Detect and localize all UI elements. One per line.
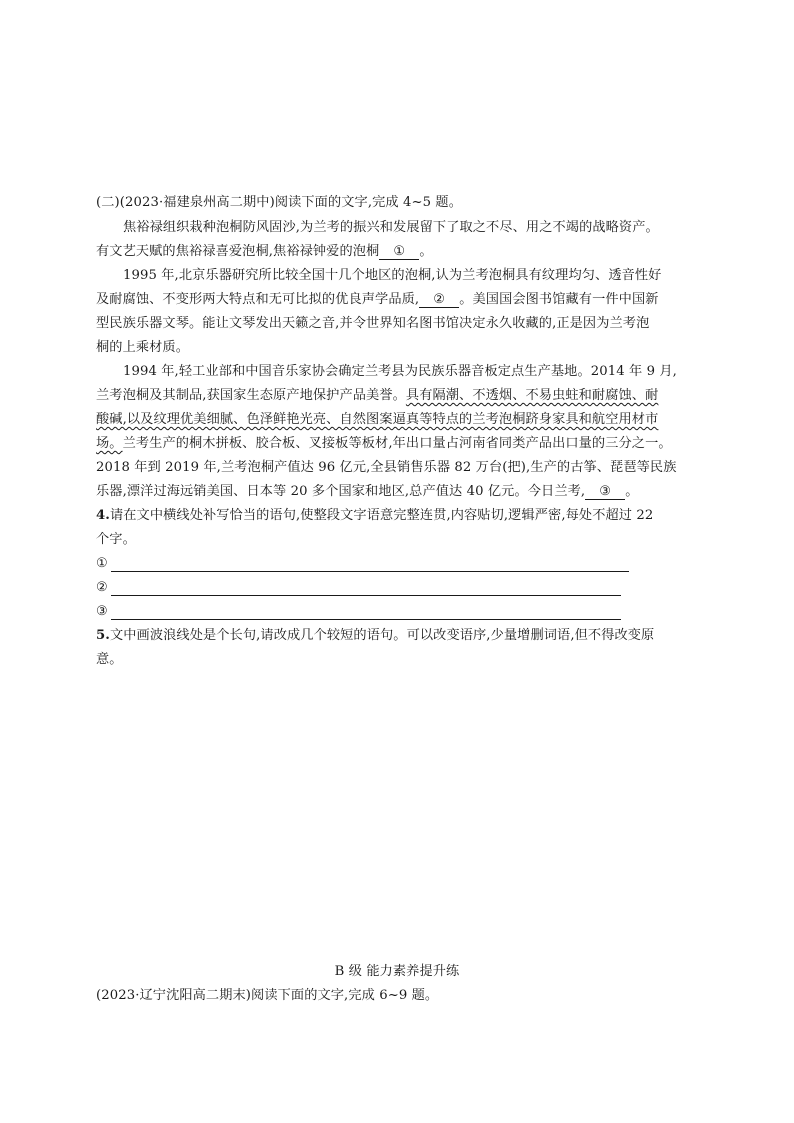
paragraph-3-line-3 — [96, 412, 658, 428]
paragraph-1-line-2 — [96, 244, 433, 260]
question-text: 请在文中横线处补写恰当的语句,使整段文字语意完整连贯,内容贴切,逻辑严密,每处不超过 22 — [109, 508, 654, 523]
answer-label-3: ③ — [96, 604, 108, 619]
paragraph-3-line-5: 2018 年到 2019 年,兰考泡桐产值达 96 亿元,全县销售乐器 82 万台(把),生产的古筝、琵琶等民族 — [96, 460, 677, 475]
text-segment: 及耐腐蚀、不变形两大特点和无可比拟的优良声学品质, — [96, 292, 420, 307]
answer-line-2[interactable] — [111, 595, 621, 596]
text-segment: 。美国国会图书馆藏有一件中国新 — [459, 292, 659, 307]
level-b-title: B 级 能力素养提升练 — [334, 964, 460, 979]
paragraph-3-line-6 — [96, 484, 639, 500]
paragraph-1-line-1: 焦裕禄组织栽种泡桐防风固沙,为兰考的振兴和发展留下了取之不尽、用之不竭的战略资产。 — [123, 220, 659, 235]
answer-label-1: ① — [96, 556, 108, 571]
question-number: 4. — [96, 508, 110, 523]
question-5-line-1 — [96, 628, 654, 644]
text-segment: 。 — [419, 244, 433, 259]
answer-line-1[interactable] — [111, 571, 629, 572]
fill-blank-3: ③ — [585, 485, 625, 500]
question-number: 5. — [96, 628, 110, 643]
section-header: (二)(2023·福建泉州高二期中)阅读下面的文字,完成 4~5 题。 — [96, 195, 462, 210]
paragraph-2-line-1: 1995 年,北京乐器研究所比较全国十几个地区的泡桐,认为兰考泡桐具有纹理均匀、透音性好 — [123, 268, 662, 283]
question-5-line-2: 意。 — [96, 652, 123, 667]
wavy-underlined-sentence: 具有隔潮、不透烟、不易虫蛀和耐腐蚀、耐 — [405, 388, 659, 403]
text-segment: 乐器,漂洋过海远销美国、日本等 20 多个国家和地区,总产值达 40 亿元。今日兰考, — [96, 484, 586, 499]
paragraph-3-line-4 — [96, 436, 672, 452]
question-4-line-1 — [96, 508, 653, 524]
paragraph-2-line-3: 型民族乐器文琴。能让文琴发出天籁之音,并令世界知名图书馆决定永久收藏的,正是因为兰考泡 — [96, 316, 650, 331]
wavy-underlined-sentence: 场。 — [96, 436, 123, 451]
wavy-underlined-sentence: 酸碱,以及纹理优美细腻、色泽鲜艳光亮、自然图案逼真等特点的兰考泡桐跻身家具和航空用材市 — [96, 412, 659, 427]
paragraph-2-line-4: 桐的上乘材质。 — [96, 340, 190, 355]
question-text: 文中画波浪线处是个长句,请改成几个较短的语句。可以改变语序,少量增删词语,但不得改变原 — [109, 628, 655, 643]
answer-line-3[interactable] — [111, 619, 621, 620]
text-segment: 有文艺天赋的焦裕禄喜爱泡桐,焦裕禄钟爱的泡桐 — [96, 244, 380, 259]
fill-blank-1: ① — [379, 245, 419, 260]
text-segment: 。 — [625, 484, 639, 499]
level-b-header: (2023·辽宁沈阳高二期末)阅读下面的文字,完成 6~9 题。 — [96, 988, 439, 1003]
paragraph-2-line-2 — [96, 292, 659, 308]
question-4-line-2: 个字。 — [96, 532, 136, 547]
text-segment: 兰考泡桐及其制品,获国家生态原产地保护产品美誉。 — [96, 388, 406, 403]
paragraph-3-line-2 — [96, 388, 658, 404]
paragraph-3-line-1: 1994 年,轻工业部和中国音乐家协会确定兰考县为民族乐器音板定点生产基地。2014 年 9 月, — [123, 364, 677, 379]
text-segment: 兰考生产的桐木拼板、胶合板、叉接板等板材,年出口量占河南省同类产品出口量的三分之一。 — [122, 436, 672, 451]
fill-blank-2: ② — [419, 293, 459, 308]
answer-label-2: ② — [96, 580, 108, 595]
